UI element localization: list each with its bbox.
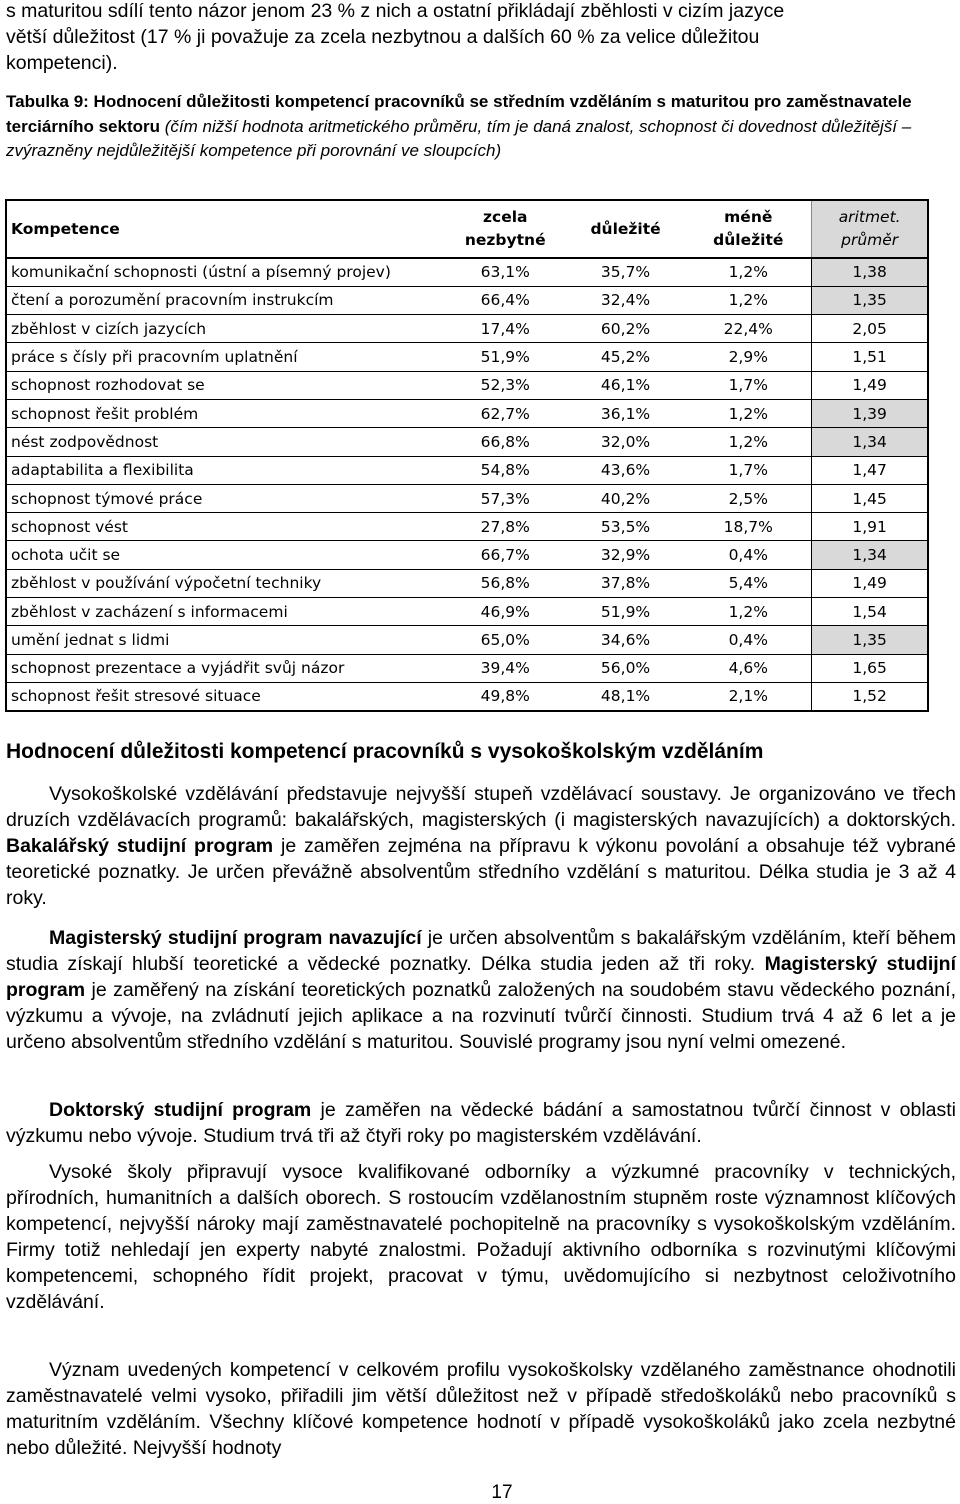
competence-cell: práce s čísly při pracovním uplatnění bbox=[6, 343, 445, 371]
paragraph-2-text-1: je určen absolventům s bakalářským vzděláním, kteří během studia získají hlubší teoretické a vědecké poznatky. Délka studia jeden až tři roky. bbox=[6, 927, 956, 975]
competence-cell: ochota učit se bbox=[6, 541, 445, 569]
table-row bbox=[6, 654, 928, 682]
less-important-cell: 18,7% bbox=[685, 513, 812, 541]
essential-cell: 66,8% bbox=[445, 428, 566, 456]
essential-cell: 63,1% bbox=[445, 258, 566, 286]
table-row bbox=[6, 682, 928, 710]
essential-cell: 39,4% bbox=[445, 654, 566, 682]
important-cell: 60,2% bbox=[566, 315, 685, 343]
paragraph-2 bbox=[6, 925, 956, 1055]
important-cell: 56,0% bbox=[566, 654, 685, 682]
average-cell: 1,35 bbox=[812, 286, 928, 314]
table-caption bbox=[6, 90, 940, 164]
important-cell: 53,5% bbox=[566, 513, 685, 541]
header-avg-line1: aritmet. bbox=[838, 208, 901, 226]
table-row bbox=[6, 456, 928, 484]
essential-cell: 51,9% bbox=[445, 343, 566, 371]
competence-table bbox=[5, 199, 929, 712]
table-row bbox=[6, 626, 928, 654]
header-important: důležité bbox=[566, 200, 685, 258]
competence-cell: schopnost rozhodovat se bbox=[6, 371, 445, 399]
important-cell: 48,1% bbox=[566, 682, 685, 710]
paragraph-2-text-2: je zaměřený na získání teoretických poznatků založených na soudobém stavu vědeckého poznání, výzkumu a vývoje, na zvládnutí jejich aplikace a na rozvinutí tvůrčí činnosti. Studium trvá 4 až 6 let a je určeno absolventům středního vzdělání s maturitou. Souvislé programy jsou nyní velmi omezené. bbox=[6, 979, 956, 1053]
paragraph-5 bbox=[6, 1357, 956, 1461]
important-cell: 32,4% bbox=[566, 286, 685, 314]
essential-cell: 56,8% bbox=[445, 569, 566, 597]
average-cell: 1,91 bbox=[812, 513, 928, 541]
table-row bbox=[6, 399, 928, 427]
competence-cell: zběhlost v cizích jazycích bbox=[6, 315, 445, 343]
less-important-cell: 1,2% bbox=[685, 258, 812, 286]
essential-cell: 52,3% bbox=[445, 371, 566, 399]
less-important-cell: 1,2% bbox=[685, 286, 812, 314]
table-row bbox=[6, 315, 928, 343]
paragraph-1-bold-1: Bakalářský studijní program bbox=[6, 835, 274, 857]
paragraph-3 bbox=[6, 1097, 956, 1149]
competence-cell: komunikační schopnosti (ústní a písemný projev) bbox=[6, 258, 445, 286]
essential-cell: 65,0% bbox=[445, 626, 566, 654]
intro-line-3: kompetenci). bbox=[6, 52, 118, 74]
paragraph-1-text-1: Vysokoškolské vzdělávání představuje nejvyšší stupeň vzdělávací soustavy. Je organizováno ve třech druzích vzdělávacích programů: bakalářských, magisterských (i magisterských navazujících) a doktorských. bbox=[6, 783, 956, 831]
essential-cell: 62,7% bbox=[445, 399, 566, 427]
table-row bbox=[6, 371, 928, 399]
average-cell: 1,49 bbox=[812, 371, 928, 399]
table-row bbox=[6, 484, 928, 512]
less-important-cell: 0,4% bbox=[685, 541, 812, 569]
paragraph-3-text-1: je zaměřen na vědecké bádání a samostatnou tvůrčí činnost v oblasti výzkumu nebo vývoje. Studium trvá tři až čtyři roky po magisterském vzdělávání. bbox=[6, 1099, 957, 1147]
less-important-cell: 1,7% bbox=[685, 371, 812, 399]
average-cell: 1,38 bbox=[812, 258, 928, 286]
competence-cell: čtení a porozumění pracovním instrukcím bbox=[6, 286, 445, 314]
essential-cell: 66,4% bbox=[445, 286, 566, 314]
paragraph-2-bold-1: Magisterský studijní program navazující bbox=[49, 927, 422, 949]
competence-cell: adaptabilita a flexibilita bbox=[6, 456, 445, 484]
essential-cell: 49,8% bbox=[445, 682, 566, 710]
important-cell: 46,1% bbox=[566, 371, 685, 399]
table-row bbox=[6, 258, 928, 286]
competence-cell: schopnost vést bbox=[6, 513, 445, 541]
header-less-line2: důležité bbox=[713, 231, 784, 249]
important-cell: 37,8% bbox=[566, 569, 685, 597]
paragraph-2-bold-2: Magisterský studijní program bbox=[6, 953, 957, 1001]
section-heading: Hodnocení důležitosti kompetencí pracovníků s vysokoškolským vzděláním bbox=[6, 740, 764, 763]
paragraph-4-text-1: Vysoké školy připravují vysoce kvalifikované odborníky a výzkumné pracovníky v technických, přírodních, humanitních a dalších oborech. S rostoucím vzdělanostním stupněm roste významnost klíčových kompetencí, nejvyšší nároky mají zaměstnavatelé pochopitelně na pracovníky s vysokoškolským vzděláním. Firmy totiž nehledají jen experty nabyté znalostmi. Požadují aktivního odborníka s rozvinutými klíčovými kompetencemi, schopného řídit projekt, pracovat v týmu, uvědomujícího si nezbytnost celoživotního vzdělávání. bbox=[6, 1161, 956, 1313]
table-row bbox=[6, 286, 928, 314]
important-cell: 51,9% bbox=[566, 598, 685, 626]
competence-cell: schopnost prezentace a vyjádřit svůj názor bbox=[6, 654, 445, 682]
header-avg-line2: průměr bbox=[841, 231, 899, 249]
paragraph-5-text-1: Význam uvedených kompetencí v celkovém profilu vysokoškolsky vzdělaného zaměstnance ohodnotili zaměstnavatelé velmi vysoko, přiřadili jim větší důležitost než v případě středoškoláků nebo pracovníků s maturitním vzděláním. Všechny klíčové kompetence hodnotí v případě vysokoškoláků jako zcela nezbytné nebo důležité. Nejvyšší hodnoty bbox=[6, 1359, 956, 1459]
competence-cell: zběhlost v zacházení s informacemi bbox=[6, 598, 445, 626]
table-row bbox=[6, 513, 928, 541]
average-cell: 1,34 bbox=[812, 541, 928, 569]
average-cell: 1,49 bbox=[812, 569, 928, 597]
intro-line-1: s maturitou sdílí tento názor jenom 23 % z nich a ostatní přikládají zběhlosti v cizím jazyce bbox=[6, 0, 785, 22]
important-cell: 35,7% bbox=[566, 258, 685, 286]
essential-cell: 27,8% bbox=[445, 513, 566, 541]
essential-cell: 17,4% bbox=[445, 315, 566, 343]
average-cell: 1,65 bbox=[812, 654, 928, 682]
header-competence: Kompetence bbox=[6, 200, 445, 258]
paragraph-3-bold-1: Doktorský studijní program bbox=[49, 1099, 312, 1121]
important-cell: 32,9% bbox=[566, 541, 685, 569]
average-cell: 2,05 bbox=[812, 315, 928, 343]
competence-cell: zběhlost v používání výpočetní techniky bbox=[6, 569, 445, 597]
average-cell: 1,52 bbox=[812, 682, 928, 710]
essential-cell: 54,8% bbox=[445, 456, 566, 484]
paragraph-4 bbox=[6, 1159, 956, 1315]
less-important-cell: 1,2% bbox=[685, 399, 812, 427]
table-row bbox=[6, 598, 928, 626]
average-cell: 1,35 bbox=[812, 626, 928, 654]
important-cell: 36,1% bbox=[566, 399, 685, 427]
essential-cell: 46,9% bbox=[445, 598, 566, 626]
competence-cell: umění jednat s lidmi bbox=[6, 626, 445, 654]
average-cell: 1,54 bbox=[812, 598, 928, 626]
header-average bbox=[812, 200, 928, 258]
header-essential-line1: zcela bbox=[482, 208, 528, 226]
average-cell: 1,45 bbox=[812, 484, 928, 512]
important-cell: 32,0% bbox=[566, 428, 685, 456]
average-cell: 1,39 bbox=[812, 399, 928, 427]
intro-line-2: větší důležitost (17 % ji považuje za zcela nezbytnou a dalších 60 % za velice důležitou bbox=[6, 26, 760, 48]
table-caption-note: (čím nižší hodnota aritmetického průměru, tím je daná znalost, schopnost či dovednost důležitější – zvýrazněny nejdůležitější kompetence při porovnání ve sloupcích) bbox=[6, 116, 912, 160]
average-cell: 1,51 bbox=[812, 343, 928, 371]
less-important-cell: 2,5% bbox=[685, 484, 812, 512]
paragraph-1-text-2: je zaměřen zejména na přípravu k výkonu povolání a obsahuje též vybrané teoretické poznatky. Je určen převážně absolventům středního vzdělání s maturitou. Délka studia je 3 až 4 roky. bbox=[6, 835, 956, 909]
important-cell: 43,6% bbox=[566, 456, 685, 484]
less-important-cell: 0,4% bbox=[685, 626, 812, 654]
less-important-cell: 1,7% bbox=[685, 456, 812, 484]
intro-paragraph bbox=[6, 0, 956, 76]
header-less-line1: méně bbox=[724, 208, 773, 226]
average-cell: 1,47 bbox=[812, 456, 928, 484]
less-important-cell: 1,2% bbox=[685, 428, 812, 456]
competence-cell: schopnost řešit problém bbox=[6, 399, 445, 427]
less-important-cell: 22,4% bbox=[685, 315, 812, 343]
table-row bbox=[6, 343, 928, 371]
page-number: 17 bbox=[491, 1482, 513, 1503]
important-cell: 34,6% bbox=[566, 626, 685, 654]
important-cell: 40,2% bbox=[566, 484, 685, 512]
competence-cell: schopnost řešit stresové situace bbox=[6, 682, 445, 710]
table-row bbox=[6, 428, 928, 456]
header-essential bbox=[445, 200, 566, 258]
less-important-cell: 2,1% bbox=[685, 682, 812, 710]
less-important-cell: 2,9% bbox=[685, 343, 812, 371]
table-header-row bbox=[6, 200, 928, 258]
table-row bbox=[6, 569, 928, 597]
important-cell: 45,2% bbox=[566, 343, 685, 371]
header-essential-line2: nezbytné bbox=[464, 231, 546, 249]
competence-cell: schopnost týmové práce bbox=[6, 484, 445, 512]
less-important-cell: 1,2% bbox=[685, 598, 812, 626]
average-cell: 1,34 bbox=[812, 428, 928, 456]
table-row bbox=[6, 541, 928, 569]
header-less-important bbox=[685, 200, 812, 258]
paragraph-1 bbox=[6, 781, 956, 911]
essential-cell: 57,3% bbox=[445, 484, 566, 512]
competence-cell: nést zodpovědnost bbox=[6, 428, 445, 456]
table-body bbox=[6, 258, 928, 711]
less-important-cell: 5,4% bbox=[685, 569, 812, 597]
table-caption-title: Tabulka 9: Hodnocení důležitosti kompetencí pracovníků se středním vzděláním s maturitou pro zaměstnavatele terciárního sektoru bbox=[6, 92, 912, 136]
less-important-cell: 4,6% bbox=[685, 654, 812, 682]
essential-cell: 66,7% bbox=[445, 541, 566, 569]
